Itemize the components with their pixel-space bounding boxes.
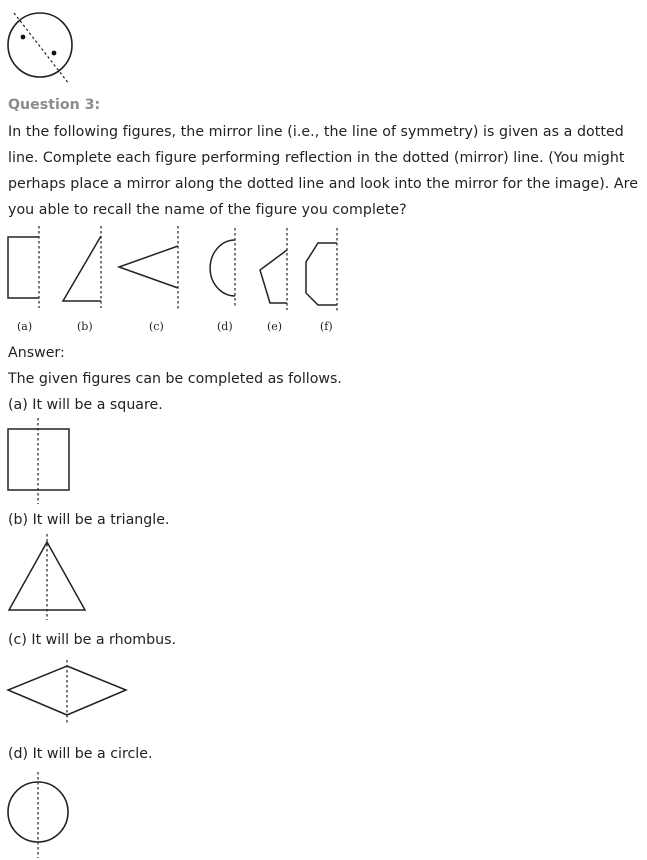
caption-f: (f) bbox=[320, 320, 333, 333]
answer-item-c: (c) It will be a rhombus. bbox=[8, 632, 176, 648]
caption-d: (d) bbox=[217, 320, 233, 333]
answer-triangle-figure bbox=[0, 534, 100, 624]
answer-item-b: (b) It will be a triangle. bbox=[8, 512, 170, 528]
figure-d bbox=[210, 228, 235, 308]
question-figures bbox=[0, 222, 360, 317]
caption-c: (c) bbox=[149, 320, 164, 333]
answer-circle-figure bbox=[0, 772, 80, 860]
figure-b bbox=[63, 226, 101, 308]
figure-f bbox=[306, 228, 337, 312]
question-text bbox=[8, 119, 647, 223]
caption-e: (e) bbox=[267, 320, 283, 333]
question-line: In the following figures, the mirror line (i.e., the line of symmetry) is given as a dotted bbox=[8, 124, 624, 140]
question-line: line. Complete each figure performing reflection in the dotted (mirror) line. (You might bbox=[8, 150, 625, 166]
answer-square-figure bbox=[0, 418, 80, 513]
question-line: you able to recall the name of the figure you complete? bbox=[8, 202, 407, 218]
question-line: perhaps place a mirror along the dotted line and look into the mirror for the image). Are bbox=[8, 176, 639, 192]
question-heading: Question 3: bbox=[8, 97, 101, 113]
answer-intro: The given figures can be completed as follows. bbox=[8, 371, 342, 387]
caption-b: (b) bbox=[77, 320, 93, 333]
circle-symmetry-figure bbox=[0, 0, 80, 90]
caption-a: (a) bbox=[17, 320, 33, 333]
figure-a bbox=[8, 226, 39, 308]
answer-label: Answer: bbox=[8, 345, 65, 361]
answer-rhombus-figure bbox=[0, 660, 140, 725]
answer-item-d: (d) It will be a circle. bbox=[8, 746, 153, 762]
figure-e bbox=[260, 228, 287, 310]
figure-c bbox=[119, 226, 178, 310]
answer-item-a: (a) It will be a square. bbox=[8, 397, 163, 413]
